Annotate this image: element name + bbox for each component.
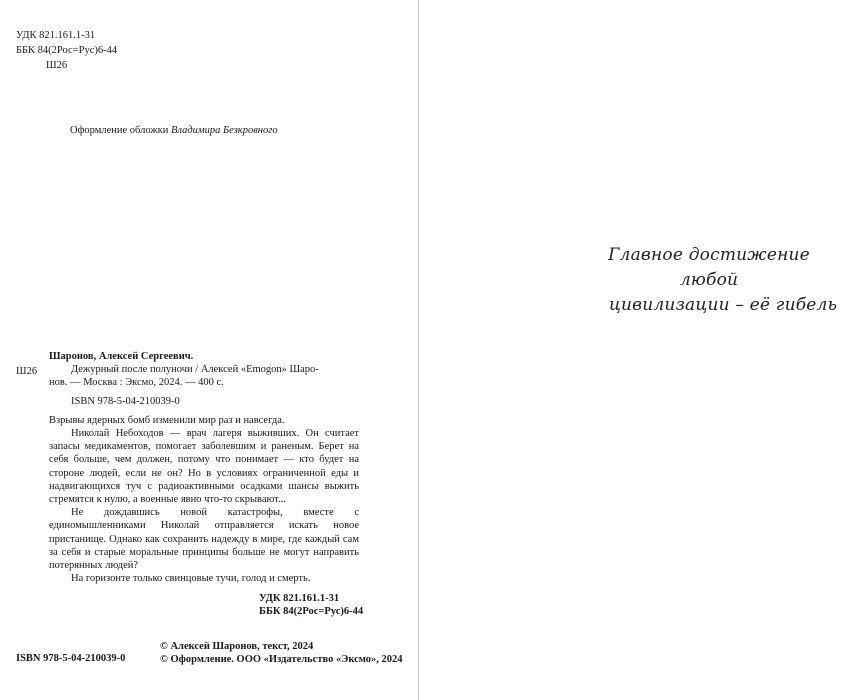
udk-bottom: УДК 821.161.1-31 [259, 593, 340, 604]
cover-credit [70, 124, 278, 137]
annotation-paragraph: Николай Небоходов — врач лагеря выживших. Он считает запасы медикаментов, помогает заболевшим и раненым. Берет на себя больше, чем должен, потому что понимает — кто будет на стороне людей, если не он? Но в условиях ограниченной еды и надвигающихся туч с радиоактивными осадками шансы выжить стремятся к нулю, а военные явно что-то скрывают... [49, 428, 359, 506]
epigraph-line-1: Главное достижение любой [608, 245, 810, 290]
bbk-bottom: ББК 84(2Рос=Рус)6-44 [259, 606, 364, 617]
author-name: Шаронов, Алексей Сергеевич. [49, 351, 194, 362]
right-page [419, 0, 853, 700]
copyright-design: © Оформление. ООО «Издательство «Эксмо», 2024 [160, 654, 403, 665]
annotation-paragraph: На горизонте только свинцовые тучи, голод и смерть. [71, 573, 311, 585]
annotation-paragraph: Не дождавшись новой катастрофы, вместе с единомышленниками Николай отправляется искать новое пристанище. Однако как сохранить надежду в мире, где каждый сам за себя и старые моральные принципы больше не могут направить потерянных людей? [49, 507, 359, 572]
sign-top: Ш26 [46, 60, 68, 71]
cover-credit-prefix: Оформление обложки [70, 125, 169, 136]
cover-credit-name: Владимира Безкровного [170, 125, 278, 136]
copyright-text: © Алексей Шаронов, текст, 2024 [160, 641, 314, 652]
bbk-top: ББК 84(2Рос=Рус)6-44 [16, 45, 118, 56]
udk-top: УДК 821.161.1-31 [16, 30, 96, 41]
title-line-2: нов. — Москва : Эксмо, 2024. — 400 с. [49, 377, 224, 389]
title-line-1: Дежурный после полуночи / Алексей «Emogon» Шаро- [71, 364, 319, 376]
sign-side: Ш26 [16, 366, 38, 377]
left-page [0, 0, 418, 700]
annotation-paragraph: Взрывы ядерных бомб изменили мир раз и навсегда. [49, 414, 285, 426]
isbn-main: ISBN 978-5-04-210039-0 [71, 395, 180, 407]
epigraph-line-2: цивилизации – её гибель [608, 295, 838, 315]
epigraph [579, 243, 839, 318]
bibliographic-record [49, 350, 359, 585]
isbn-bottom: ISBN 978-5-04-210039-0 [16, 653, 126, 664]
